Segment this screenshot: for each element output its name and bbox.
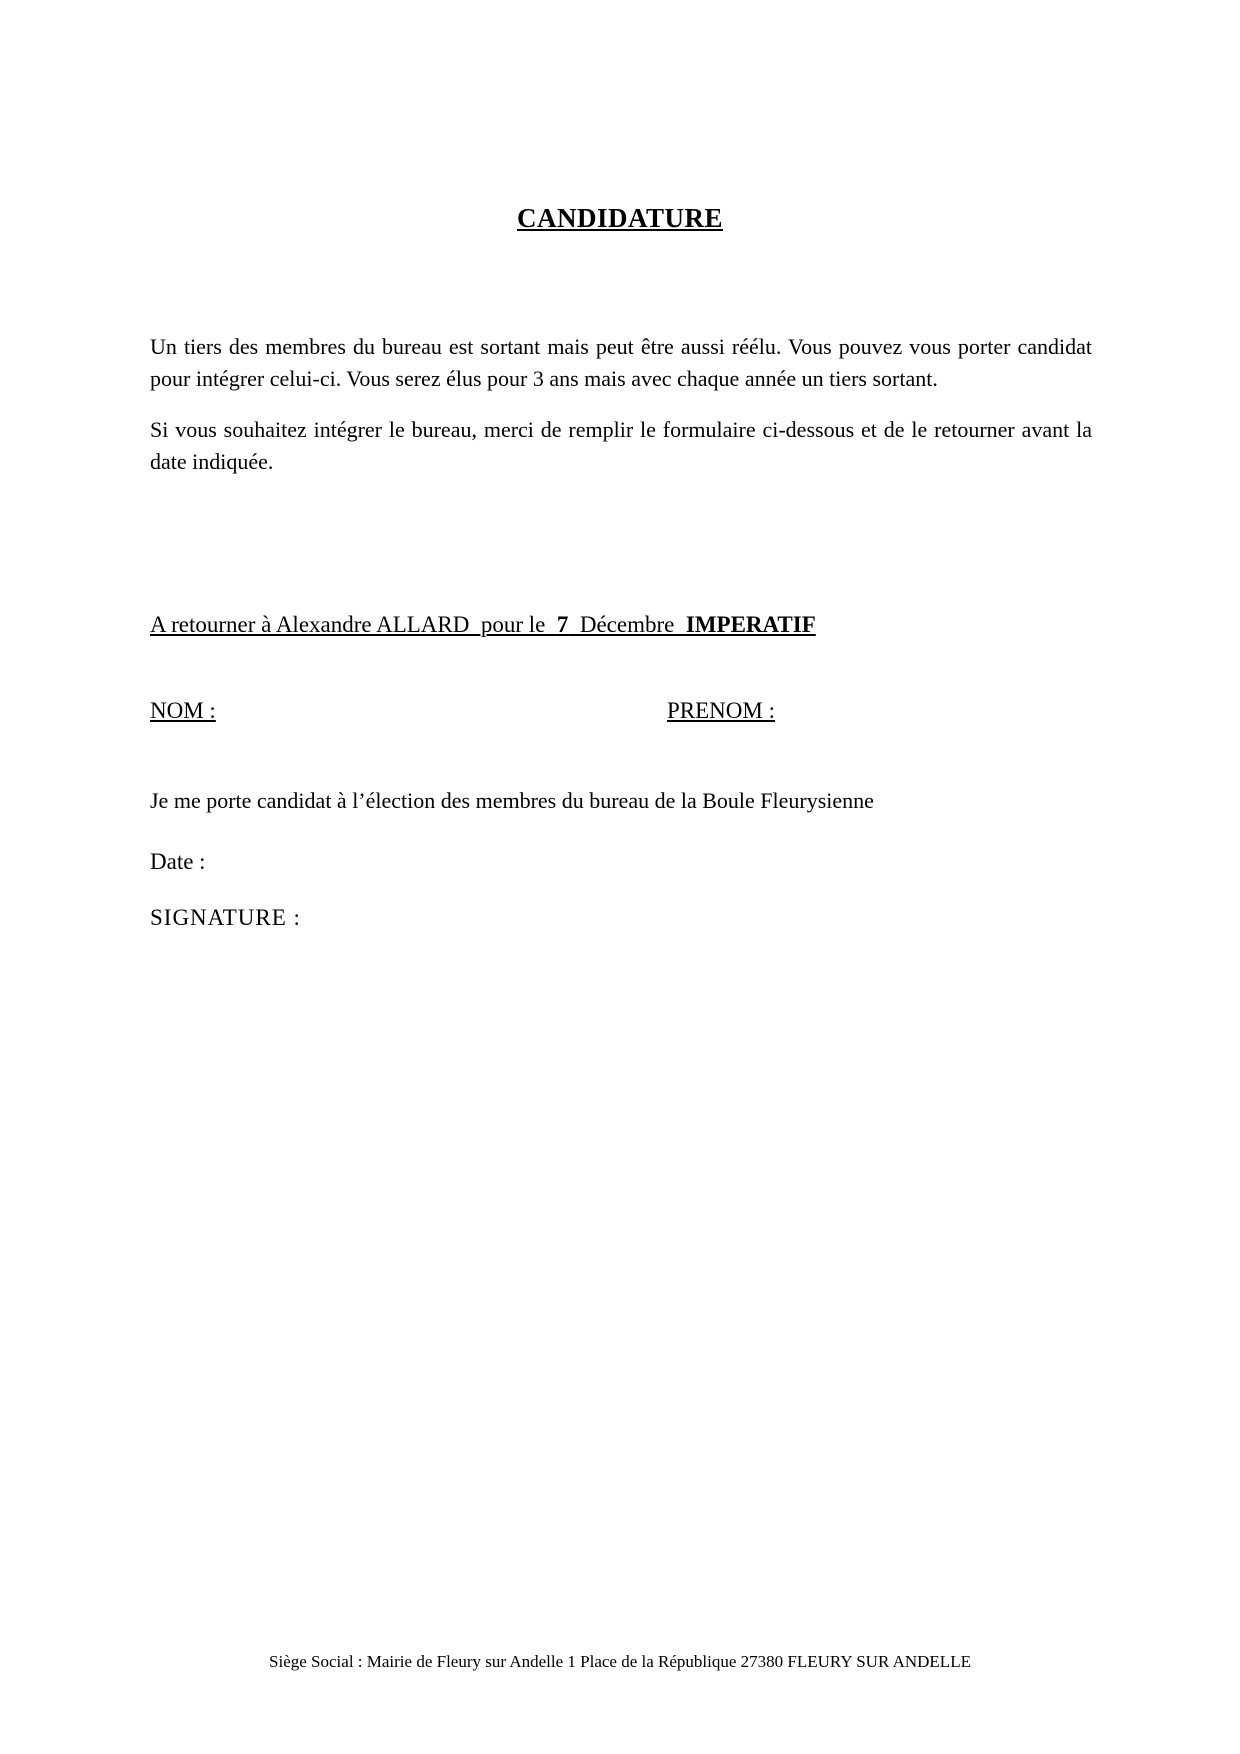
intro-paragraph: Un tiers des membres du bureau est sortant mais peut être aussi réélu. Vous pouvez vous porter candidat pour intégrer celui-ci. Vous serez élus pour 3 ans mais avec chaque année un tiers sortant. <box>150 334 1092 391</box>
nom-label: NOM : <box>150 698 216 723</box>
prenom-label: PRENOM : <box>667 698 775 723</box>
return-line-month: Décembre <box>568 612 686 637</box>
footer-address: Siège Social : Mairie de Fleury sur Andelle 1 Place de la République 27380 FLEURY SUR ANDELLE <box>269 1652 971 1671</box>
return-line-emphasis: IMPERATIF <box>685 612 816 637</box>
document-title: CANDIDATURE <box>516 203 723 233</box>
instructions-paragraph: Si vous souhaitez intégrer le bureau, merci de remplir le formulaire ci-dessous et de le retourner avant la date indiquée. <box>150 417 1092 474</box>
return-line-day: 7 <box>556 612 569 637</box>
return-instruction-line <box>150 612 816 638</box>
signature-label: SIGNATURE : <box>150 905 301 930</box>
candidacy-statement: Je me porte candidat à l’élection des membres du bureau de la Boule Fleurysienne <box>150 788 874 813</box>
date-label: Date : <box>150 849 206 874</box>
return-line-prefix: A retourner à Alexandre ALLARD pour le <box>150 612 557 637</box>
name-fields-row <box>150 698 1092 724</box>
